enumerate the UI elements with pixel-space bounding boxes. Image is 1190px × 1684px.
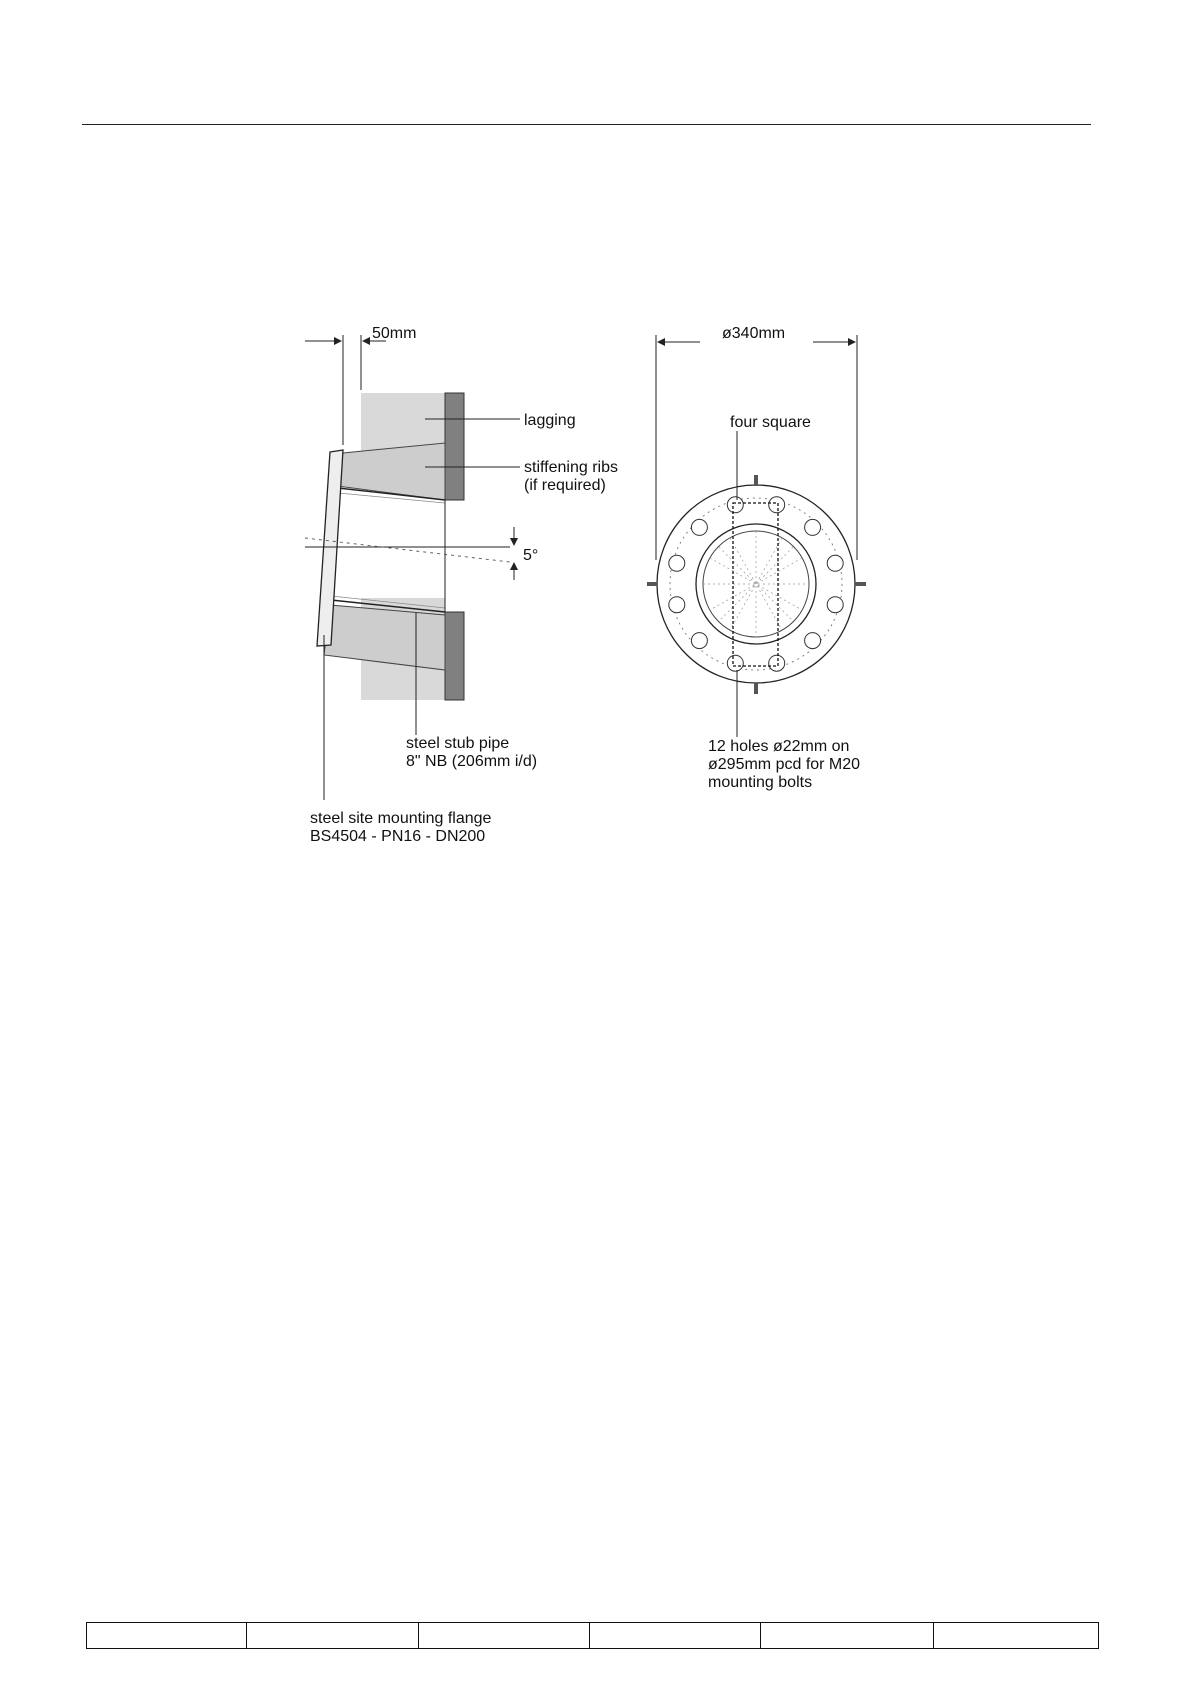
footer-cell <box>419 1623 590 1649</box>
dim-50mm-label: 50mm <box>372 325 417 342</box>
footer-cell <box>761 1623 934 1649</box>
bolt-hole <box>769 655 785 671</box>
flange-label-2: BS4504 - PN16 - DN200 <box>310 828 486 845</box>
bolt-hole <box>805 633 821 649</box>
bolt-hole <box>805 519 821 535</box>
ribs-label-2: (if required) <box>524 477 606 494</box>
footer-cell <box>590 1623 761 1649</box>
bolt-hole <box>669 597 685 613</box>
holes-label-3: mounting bolts <box>708 774 813 791</box>
footer-row <box>87 1623 1099 1649</box>
stiffening-rib-top <box>337 443 445 500</box>
bolt-holes <box>669 497 843 671</box>
bolt-hole <box>691 519 707 535</box>
flange-outer-circle <box>657 485 855 683</box>
footer-cell <box>934 1623 1099 1649</box>
four-square-label: four square <box>730 414 811 431</box>
wall-plate-bottom <box>445 612 464 700</box>
front-view <box>647 325 866 791</box>
lagging-label: lagging <box>524 412 576 429</box>
footer-cell <box>247 1623 419 1649</box>
footer-cell <box>87 1623 247 1649</box>
ribs-label-1: stiffening ribs <box>524 459 618 476</box>
bolt-hole <box>669 555 685 571</box>
holes-label-1: 12 holes ø22mm on <box>708 738 850 755</box>
angle-label: 5° <box>523 547 539 564</box>
flange-label-1: steel site mounting flange <box>310 810 492 827</box>
pipe-label-2: 8" NB (206mm i/d) <box>406 753 538 770</box>
bolt-hole <box>727 497 743 513</box>
bolt-hole <box>727 655 743 671</box>
stiffening-rib-bottom <box>324 605 445 670</box>
pipe-label-1: steel stub pipe <box>406 735 510 752</box>
wall-plate-top <box>445 393 464 500</box>
bolt-hole <box>827 597 843 613</box>
bolt-hole <box>827 555 843 571</box>
footer-table <box>86 1622 1099 1649</box>
bolt-hole <box>769 497 785 513</box>
dim-340mm-label: ø340mm <box>722 325 786 342</box>
bolt-hole <box>691 633 707 649</box>
side-view <box>305 325 618 845</box>
holes-label-2: ø295mm pcd for M20 <box>708 756 861 773</box>
